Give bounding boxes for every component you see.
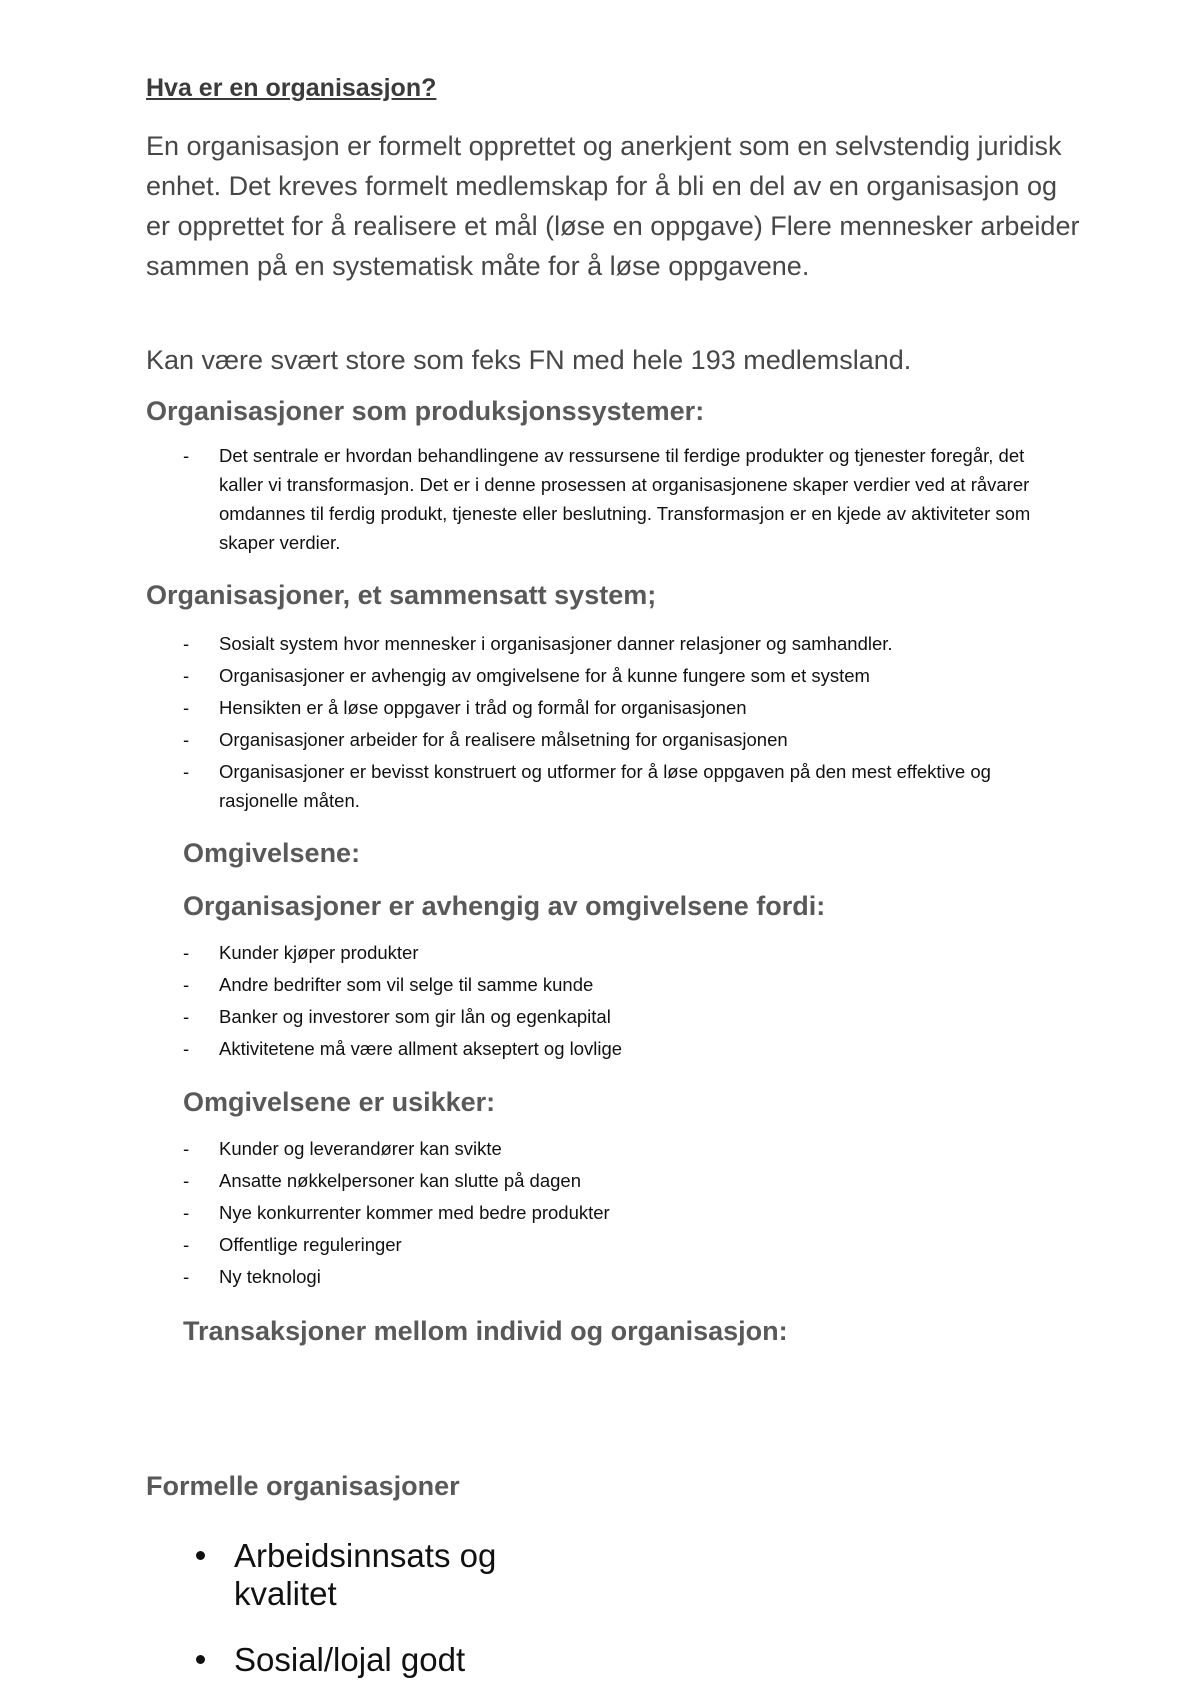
list-item: - Ny teknologi <box>183 1262 1063 1291</box>
list-item: - Sosialt system hvor mennesker i organisasjoner danner relasjoner og samhandler. <box>183 629 1063 658</box>
list-item: - Ansatte nøkkelpersoner kan slutte på dagen <box>183 1166 1063 1195</box>
list-item: - Organisasjoner er avhengig av omgivelsene for å kunne fungere som et system <box>183 661 1063 690</box>
list-item: - Organisasjoner er bevisst konstruert og utformer for å løse oppgaven på den mest effektive og rasjonelle måten. <box>183 757 1063 815</box>
list-item: Sosial/lojal godt <box>196 1641 556 1679</box>
omgivelsene-heading: Omgivelsene: <box>183 838 361 868</box>
transactions-heading: Transaksjoner mellom individ og organisasjon: <box>183 1316 788 1346</box>
intro-paragraph: En organisasjon er formelt opprettet og anerkjent som en selvstendig juridisk enhet. Det kreves formelt medlemskap for å bli en del av en organisasjon og er opprettet for å realisere et mål (løse en oppgave) Flere mennesker arbeider sammen på en systematisk måte for å løse oppgavene. <box>146 131 1080 281</box>
dash-glyph: - <box>183 1266 190 1287</box>
dash-glyph: - <box>183 1170 190 1191</box>
formal-heading: Formelle organisasjoner <box>146 1471 460 1501</box>
dash-glyph: - <box>183 1138 190 1159</box>
dash-glyph: - <box>183 974 190 995</box>
system-list <box>183 629 1063 818</box>
list-item: - Nye konkurrenter kommer med bedre produkter <box>183 1198 1063 1227</box>
dependent-list <box>183 938 1063 1066</box>
dash-glyph: - <box>183 665 190 686</box>
dash-glyph: - <box>183 942 190 963</box>
dash-glyph: - <box>183 729 190 750</box>
page-title: Hva er en organisasjon? <box>146 74 437 102</box>
dash-glyph: - <box>183 761 190 782</box>
list-item: - Andre bedrifter som vil selge til samme kunde <box>183 970 1063 999</box>
bullet-icon <box>196 1551 205 1560</box>
list-item: Arbeidsinnsats og kvalitet <box>196 1537 556 1613</box>
list-item: - Banker og investorer som gir lån og egenkapital <box>183 1002 1063 1031</box>
dash-glyph: - <box>183 1006 190 1027</box>
dash-glyph: - <box>183 1038 190 1059</box>
formal-list <box>196 1537 556 1707</box>
production-heading: Organisasjoner som produksjonssystemer: <box>146 396 705 426</box>
dash-glyph: - <box>183 1202 190 1223</box>
uncertain-heading: Omgivelsene er usikker: <box>183 1087 496 1117</box>
list-item: - Det sentrale er hvordan behandlingene av ressursene til ferdige produkter og tjenester foregår, det kaller vi transformasjon. Det er i denne prosessen at organisasjonene skaper verdier ved at råvarer omdannes til ferdig produkt, tjeneste eller beslutning. Transformasjon er en kjede av aktiviteter som skaper verdier. <box>183 441 1063 557</box>
list-item: - Offentlige reguleringer <box>183 1230 1063 1259</box>
list-item: - Kunder kjøper produkter <box>183 938 1063 967</box>
list-item: - Aktivitetene må være allment akseptert og lovlige <box>183 1034 1063 1063</box>
dash-glyph: - <box>183 445 190 466</box>
uncertain-list <box>183 1134 1063 1294</box>
system-heading: Organisasjoner, et sammensatt system; <box>146 580 657 610</box>
dependent-heading: Organisasjoner er avhengig av omgivelsene fordi: <box>183 891 826 921</box>
dash-glyph: - <box>183 1234 190 1255</box>
production-list <box>183 441 1063 560</box>
list-item: - Hensikten er å løse oppgaver i tråd og formål for organisasjonen <box>183 693 1063 722</box>
list-item: - Kunder og leverandører kan svikte <box>183 1134 1063 1163</box>
dash-glyph: - <box>183 697 190 718</box>
list-item: - Organisasjoner arbeider for å realisere målsetning for organisasjonen <box>183 725 1063 754</box>
dash-glyph: - <box>183 633 190 654</box>
example-paragraph: Kan være svært store som feks FN med hele 193 medlemsland. <box>146 345 912 375</box>
bullet-icon <box>196 1655 205 1664</box>
